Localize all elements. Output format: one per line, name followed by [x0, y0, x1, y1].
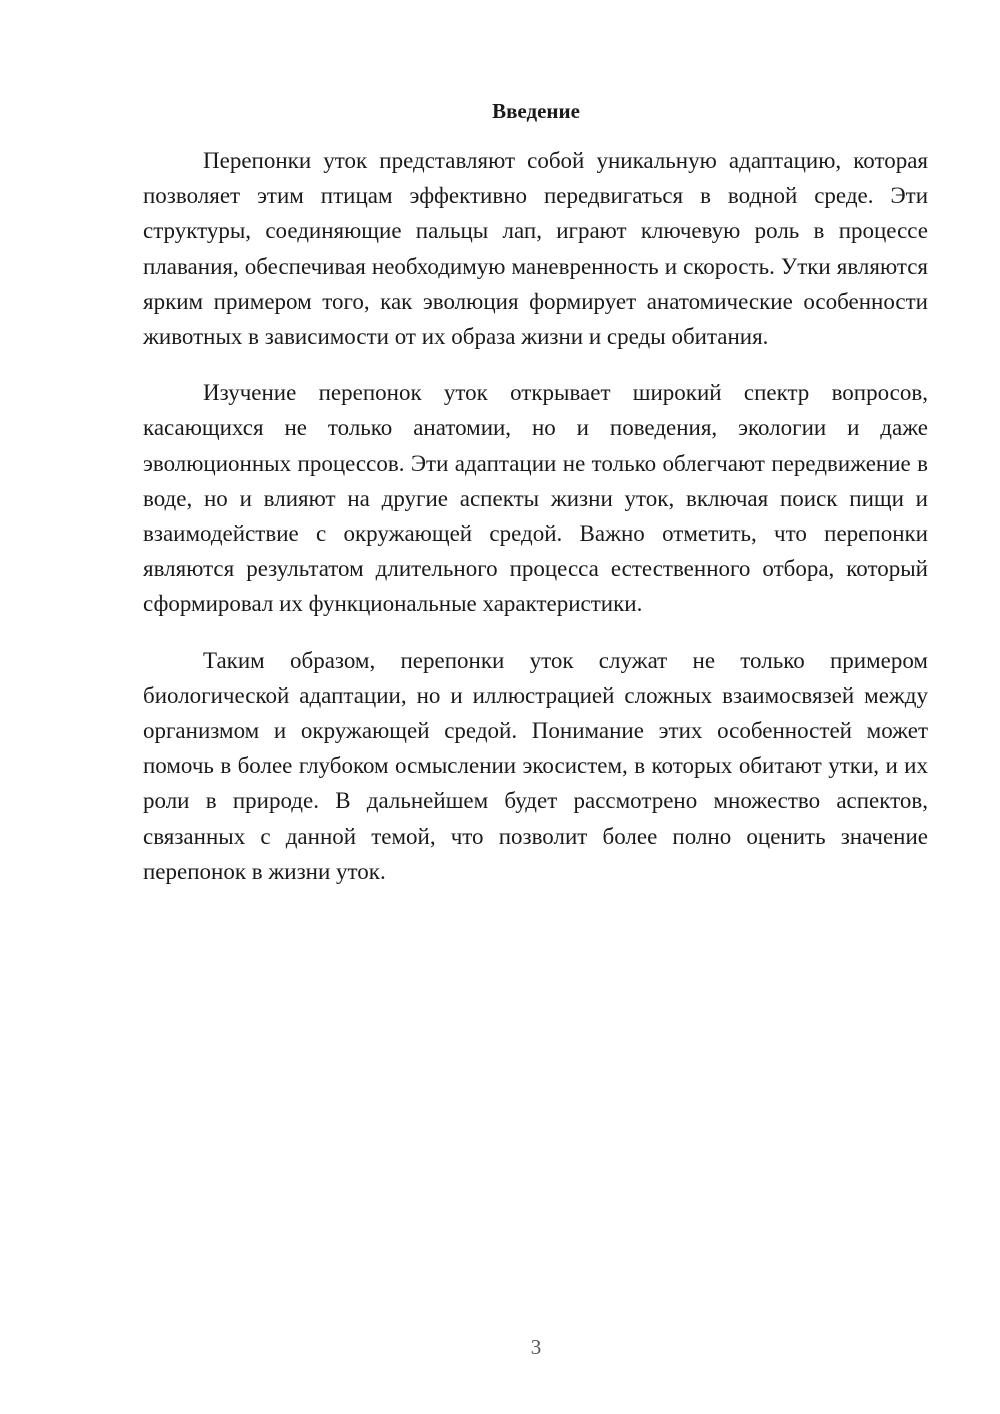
- body-text: [143, 143, 928, 910]
- paragraph-2: Изучение перепонок уток открывает широкий спектр вопросов, касающихся не только анатомии, но и поведения, экологии и даже эволюционных процессов. Эти адаптации не только облегчают передвижение в воде, но и влияют на другие аспекты жизни уток, включая поиск пищи и взаимодействие с окружающей средой. Важно отметить, что перепонки являются результатом длительного процесса естественного отбора, который сформировал их функциональные характеристики.: [143, 380, 928, 617]
- section-title: Введение: [492, 99, 580, 123]
- page-number: 3: [530, 1335, 542, 1359]
- paragraph-1: Перепонки уток представляют собой уникальную адаптацию, которая позволяет этим птицам эффективно передвигаться в водной среде. Эти структуры, соединяющие пальцы лап, играют ключевую роль в процессе плавания, обеспечивая необходимую маневренность и скорость. Утки являются ярким примером того, как эволюция формирует анатомические особенности животных в зависимости от их образа жизни и среды обитания.: [143, 148, 928, 350]
- paragraph-3: Таким образом, перепонки уток служат не только примером биологической адаптации, но и иллюстрацией сложных взаимосвязей между организмом и окружающей средой. Понимание этих особенностей может помочь в более глубоком осмыслении экосистем, в которых обитают утки, и их роли в природе. В дальнейшем будет рассмотрено множество аспектов, связанных с данной темой, что позволит более полно оценить значение перепонок в жизни уток.: [143, 647, 928, 884]
